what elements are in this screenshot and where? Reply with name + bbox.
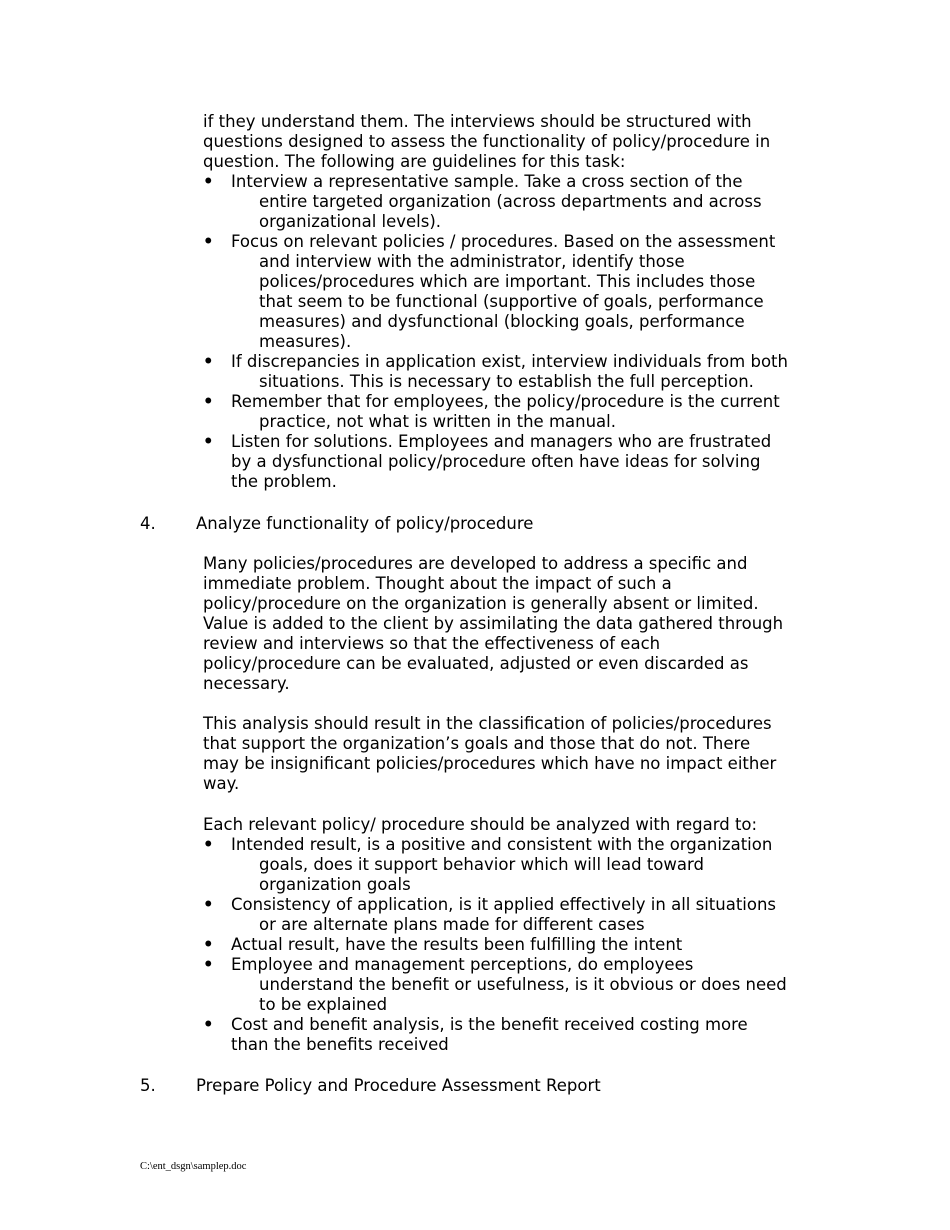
list-item-text: Remember that for employees, the policy/procedure is the current — [231, 392, 780, 411]
section-4-heading — [140, 514, 840, 534]
bullet-icon: • — [203, 935, 214, 954]
list-item-continuation: goals, does it support behavior which will lead toward organization goals — [259, 855, 704, 894]
bullet-icon: • — [203, 895, 214, 914]
list-item — [203, 352, 823, 392]
list-item-continuation: and interview with the administrator, identify those polices/procedures which are important. This includes those that seem to be functional (supportive of goals, performance measures) and dysfunctional (blocking goals, performance measures). — [259, 252, 764, 351]
section-4-paragraph-1: Many policies/procedures are developed to address a specific and immediate problem. Thought about the impact of such a policy/procedure on the organization is generally absent or limited. Value is added to the client by assimilating the data gathered through review and interviews so that the effectiveness of each policy/procedure can be evaluated, adjusted or even discarded as necessary. — [203, 554, 784, 693]
list-item — [203, 935, 823, 955]
bullet-icon: • — [203, 955, 214, 974]
list-item — [203, 172, 823, 232]
footer-file-path: C:\ent_dsgn\samplep.doc — [140, 1161, 247, 1172]
criteria-intro: Each relevant policy/ procedure should be analyzed with regard to: — [203, 815, 758, 834]
criteria-list — [203, 835, 823, 1055]
section-4-paragraph-2: This analysis should result in the classification of policies/procedures that support the organization’s goals and those that do not. There may be insignificant policies/procedures which have no impact either way. — [203, 714, 777, 793]
list-item-continuation: entire targeted organization (across departments and across organizational levels). — [259, 192, 762, 231]
list-item-text: Intended result, is a positive and consistent with the organization — [231, 835, 773, 854]
bullet-icon: • — [203, 352, 214, 371]
list-item-text: Employee and management perceptions, do employees — [231, 955, 694, 974]
list-item — [203, 392, 823, 432]
bullet-icon: • — [203, 392, 214, 411]
bullet-icon: • — [203, 432, 214, 451]
list-item-continuation: or are alternate plans made for different cases — [259, 915, 645, 934]
list-item-text: Actual result, have the results been fulfilling the intent — [231, 935, 683, 954]
section-5-heading — [140, 1076, 840, 1096]
section-number: 5. — [140, 1076, 156, 1095]
bullet-icon: • — [203, 172, 214, 191]
list-item-text: Interview a representative sample. Take a cross section of the — [231, 172, 743, 191]
list-item-text: Focus on relevant policies / procedures. Based on the assessment — [231, 232, 776, 251]
list-item — [203, 1015, 823, 1055]
bullet-icon: • — [203, 1015, 214, 1034]
section-title: Prepare Policy and Procedure Assessment Report — [196, 1076, 601, 1095]
list-item — [203, 895, 823, 935]
list-item-continuation: practice, not what is written in the manual. — [259, 412, 616, 431]
list-item — [203, 232, 823, 352]
section-title: Analyze functionality of policy/procedure — [196, 514, 534, 533]
list-item-text: Cost and benefit analysis, is the benefit received costing more than the benefits received — [231, 1015, 748, 1054]
bullet-icon: • — [203, 835, 214, 854]
list-item-continuation: situations. This is necessary to establish the full perception. — [259, 372, 754, 391]
list-item-continuation: understand the benefit or usefulness, is it obvious or does need to be explained — [259, 975, 787, 1014]
list-item — [203, 432, 823, 492]
list-item-text: Listen for solutions. Employees and managers who are frustrated by a dysfunctional policy/procedure often have ideas for solving the problem. — [231, 432, 772, 491]
list-item-text: If discrepancies in application exist, interview individuals from both — [231, 352, 788, 371]
list-item — [203, 955, 823, 1015]
list-item-text: Consistency of application, is it applied effectively in all situations — [231, 895, 777, 914]
section-number: 4. — [140, 514, 156, 533]
list-item — [203, 835, 823, 895]
bullet-icon: • — [203, 232, 214, 251]
intro-paragraph: if they understand them. The interviews should be structured with questions designed to assess the functionality of policy/procedure in question. The following are guidelines for this task: — [203, 112, 771, 171]
guidelines-list — [203, 172, 823, 492]
